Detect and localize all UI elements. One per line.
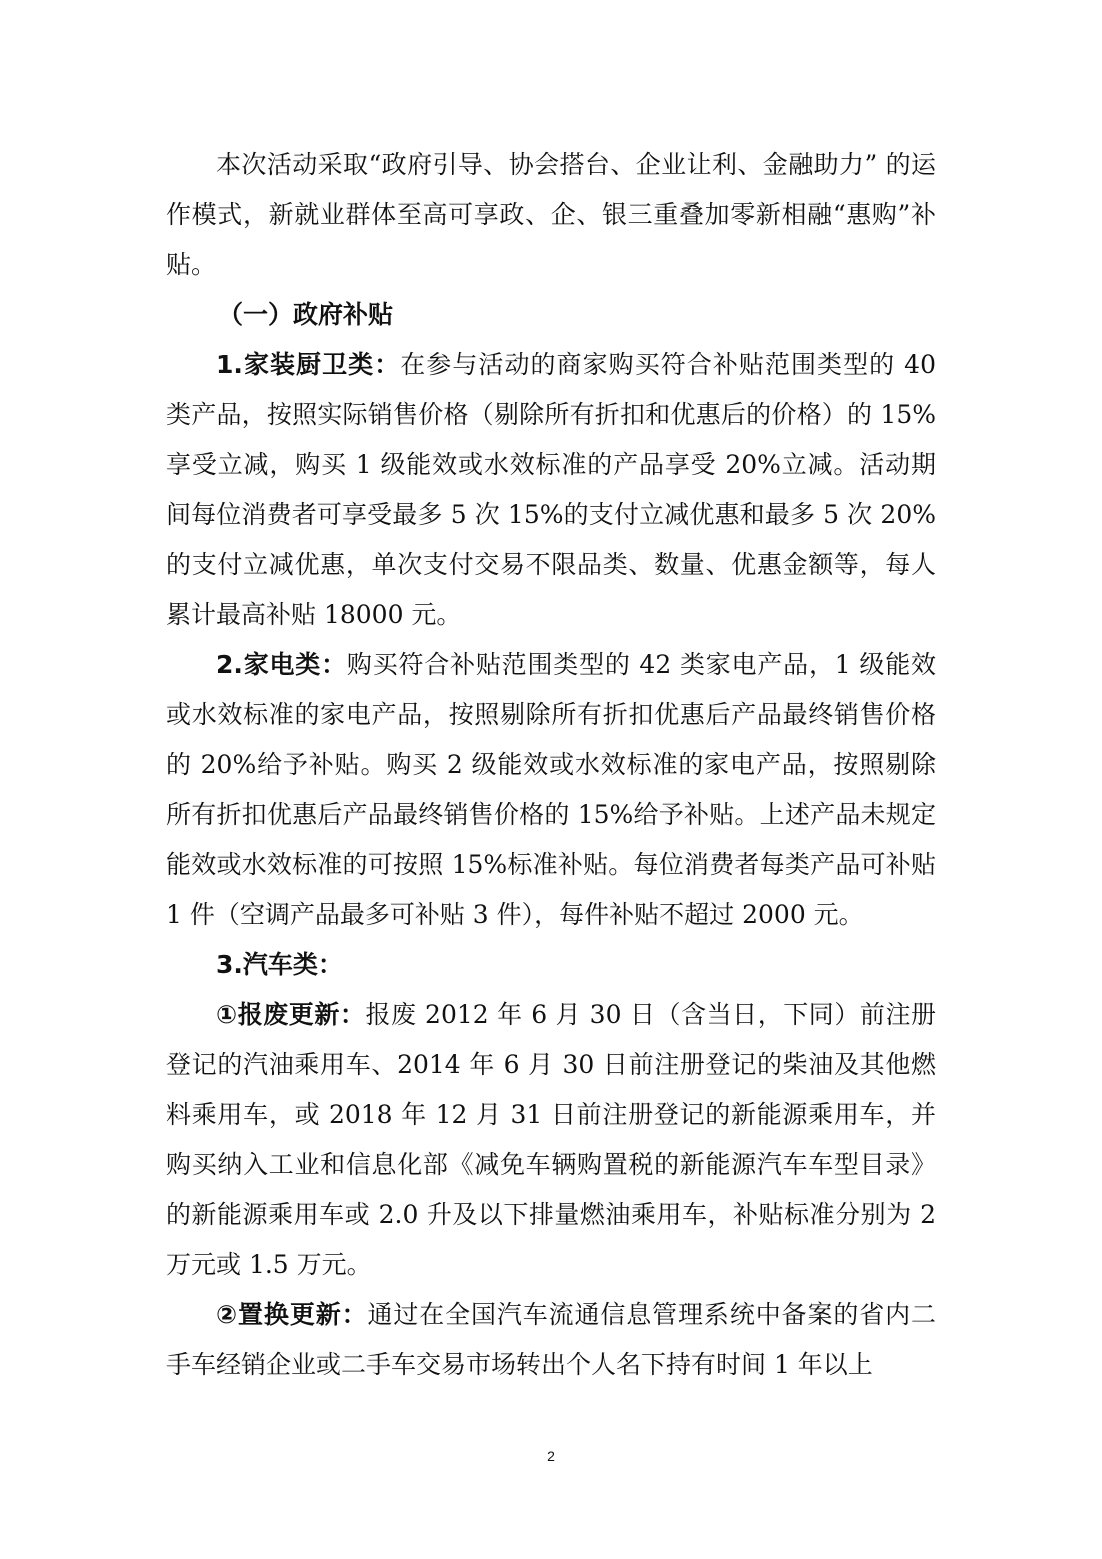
item-2-text: 购买符合补贴范围类型的 42 类家电产品，1 级能效或水效标准的家电产品，按照剔除所有折扣优惠后产品最终销售价格的 20%给予补贴。购买 2 级能效或水效标准的家电产品，按照剔除所有折扣优惠后产品最终销售价格的 15%给予补贴。上述产品未规定能效或水效标准的可按照 15%标准补贴。每位消费者每类产品可补贴 1 件（空调产品最多可补贴 3 件），每件补贴不超过 2000 元。 <box>166 650 936 929</box>
section-heading: （一）政府补贴 <box>218 300 394 329</box>
sub-2-text: 通过在全国汽车流通信息管理系统中备案的省内二手车经销企业或二手车交易市场转出个人名下持有时间 1 年以上 <box>166 1300 936 1379</box>
item-1-text: 在参与活动的商家购买符合补贴范围类型的 40 类产品，按照实际销售价格（剔除所有折扣和优惠后的价格）的 15%享受立减，购买 1 级能效或水效标准的产品享受 20%立减。活动期间每位消费者可享受最多 5 次 15%的支付立减优惠和最多 5 次 20%的支付立减优惠，单次支付交易不限品类、数量、优惠金额等，每人累计最高补贴 18000 元。 <box>166 350 936 629</box>
intro-paragraph: 本次活动采取“政府引导、协会搭台、企业让利、金融助力” 的运作模式，新就业群体至高可享政、企、银三重叠加零新相融“惠购”补贴。 <box>166 150 936 279</box>
sub-1-label: ①报废更新： <box>216 1000 366 1029</box>
item-2-label: 2.家电类： <box>216 650 347 679</box>
sub-1-paragraph <box>166 990 936 1290</box>
sub-1-text: 报废 2012 年 6 月 30 日（含当日，下同）前注册登记的汽油乘用车、2014 年 6 月 30 日前注册登记的柴油及其他燃料乘用车，或 2018 年 12 月 31 日前注册登记的新能源乘用车，并购买纳入工业和信息化部《减免车辆购置税的新能源汽车车型目录》的新能源乘用车或 2.0 升及以下排量燃油乘用车，补贴标准分别为 2 万元或 1.5 万元。 <box>166 1000 936 1279</box>
item-1-paragraph <box>166 340 936 640</box>
item-2-paragraph <box>166 640 936 940</box>
page-number: 2 <box>547 1448 555 1464</box>
item-3-paragraph <box>166 940 936 990</box>
sub-2-label: ②置换更新： <box>216 1300 368 1329</box>
document-body <box>166 140 936 1390</box>
item-1-label: 1.家装厨卫类： <box>216 350 401 379</box>
item-3-label: 3.汽车类： <box>216 950 343 979</box>
sub-2-paragraph <box>166 1290 936 1390</box>
